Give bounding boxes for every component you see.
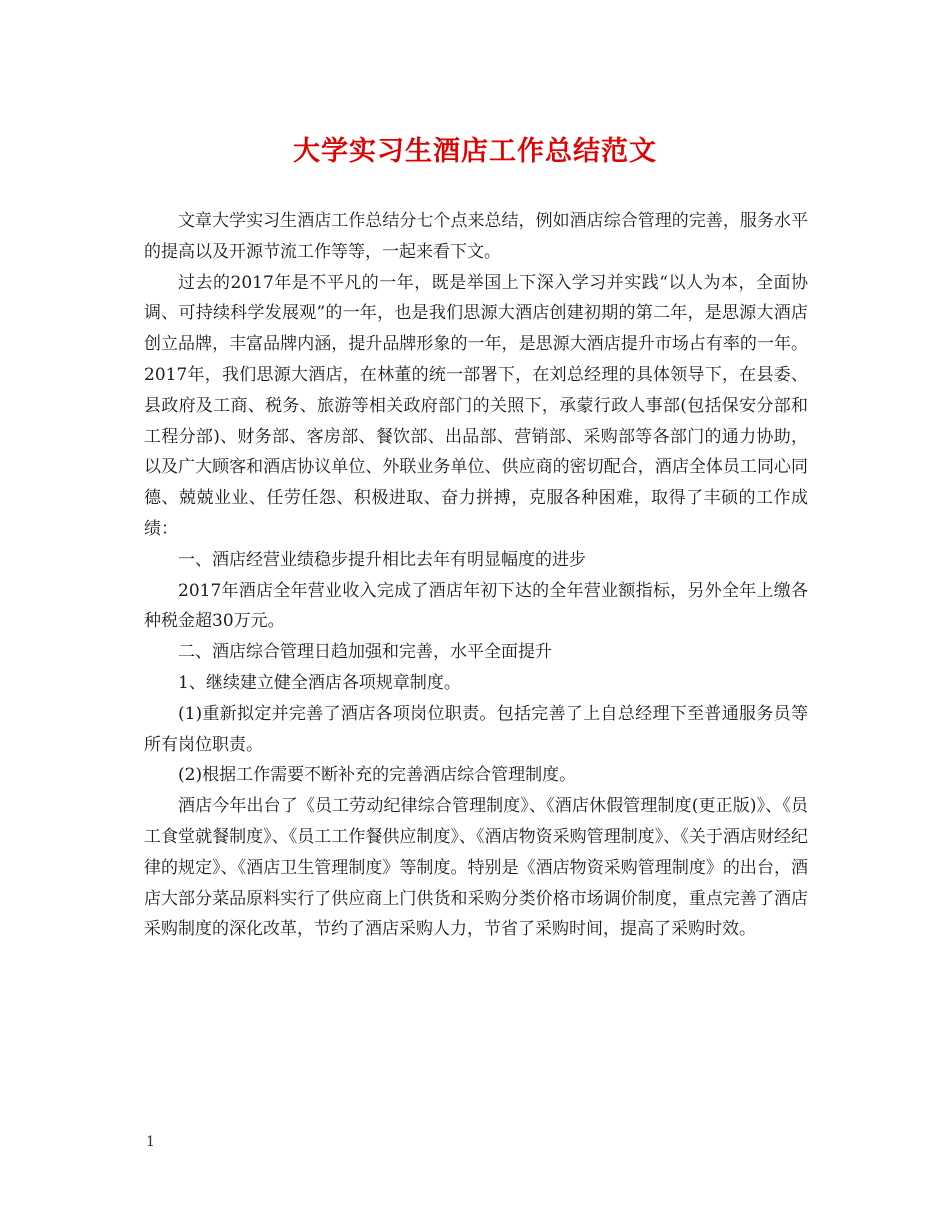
paragraph-regulations: 酒店今年出台了《员工劳动纪律综合管理制度》、《酒店休假管理制度(更正版)》、《员工食堂就餐制度》、《员工工作餐供应制度》、《酒店物资采购管理制度》、《关于酒店财经纪律的规定》、《酒店卫生管理制度》等制度。特别是《酒店物资采购管理制度》的出台，酒店大部分菜品原料实行了供应商上门供货和采购分类价格市场调价制度，重点完善了酒店采购制度的深化改革，节约了酒店采购人力，节省了采购时间，提高了采购时效。 bbox=[144, 796, 808, 940]
paragraph-intro: 文章大学实习生酒店工作总结分七个点来总结，例如酒店综合管理的完善，服务水平的提高以及开源节流工作等等，一起来看下文。 bbox=[144, 211, 808, 262]
list-item-2: (2)根据工作需要不断补充的完善酒店综合管理制度。 bbox=[178, 765, 577, 786]
section-heading-2: 二、酒店综合管理日趋加强和完善，水平全面提升 bbox=[178, 642, 552, 663]
subsection-heading-1: 1、继续建立健全酒店各项规章制度。 bbox=[178, 672, 461, 693]
document-body bbox=[144, 206, 808, 945]
list-item-1: (1)重新拟定并完善了酒店各项岗位职责。包括完善了上自总经理下至普通服务员等所有岗位职责。 bbox=[144, 703, 808, 755]
paragraph-revenue: 2017年酒店全年营业收入完成了酒店年初下达的全年营业额指标，另外全年上缴各种税金超30万元。 bbox=[144, 580, 808, 632]
section-heading-1: 一、酒店经营业绩稳步提升相比去年有明显幅度的进步 bbox=[178, 549, 586, 570]
document-title: 大学实习生酒店工作总结范文 bbox=[293, 136, 657, 167]
paragraph-review: 过去的2017年是不平凡的一年，既是举国上下深入学习并实践“以人为本，全面协调、可持续科学发展观”的一年，也是我们思源大酒店创建初期的第二年，是思源大酒店创立品牌，丰富品牌内涵，提升品牌形象的一年，是思源大酒店提升市场占有率的一年。2017年，我们思源大酒店，在林董的统一部署下，在刘总经理的具体领导下，在县委、县政府及工商、税务、旅游等相关政府部门的关照下，承蒙行政人事部(包括保安分部和工程分部)、财务部、客房部、餐饮部、出品部、营销部、采购部等各部门的通力协助，以及广大顾客和酒店协议单位、外联业务单位、供应商的密切配合，酒店全体员工同心同德、兢兢业业、任劳任怨、积极进取、奋力拼搏，克服各种困难，取得了丰硕的工作成绩： bbox=[144, 272, 808, 539]
page-number: 1 bbox=[146, 1134, 155, 1150]
